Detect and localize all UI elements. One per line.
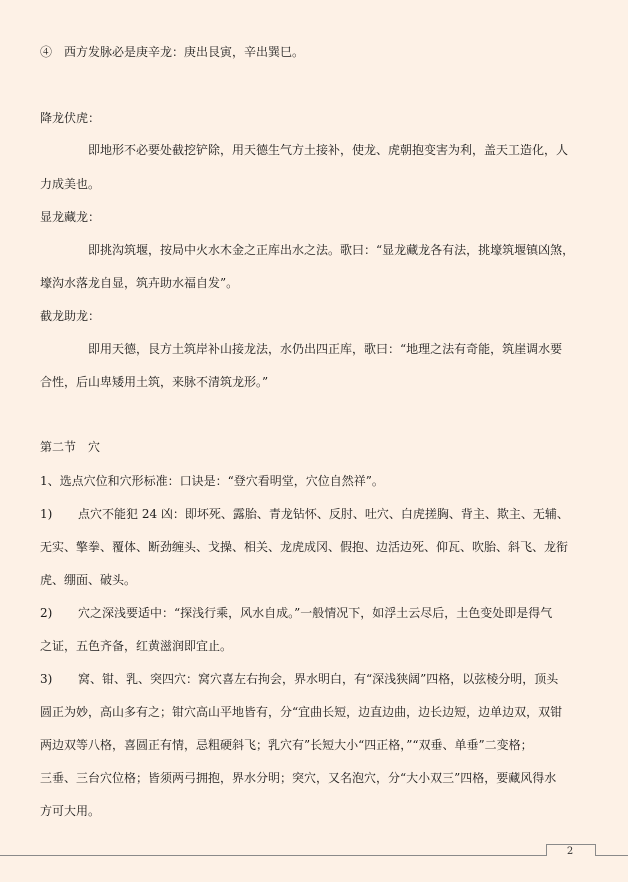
item-number: 3) bbox=[40, 672, 53, 686]
item-number: 1) bbox=[40, 507, 53, 521]
text-line: 方可大用。 bbox=[40, 804, 101, 818]
section-heading: 第二节 穴 bbox=[40, 440, 101, 454]
text-line: 1、选点穴位和穴形标准：口诀是：“登穴看明堂，穴位自然祥”。 bbox=[40, 474, 384, 488]
text-line: 之证，五色齐备，红黄滋润即宜止。 bbox=[40, 639, 233, 653]
text-line: 三垂、三台穴位格；皆须两弓拥抱，界水分明；突穴，又名泡穴，分“大小双三”四格，要藏风得水 bbox=[40, 771, 557, 785]
text-line: 两边双等八格，喜圆正有情，忌粗硬斜飞；乳穴有”长短大小“四正格，”“双垂、单垂”二变格； bbox=[40, 738, 533, 752]
page-number: 2 bbox=[566, 846, 574, 857]
item-text: 点穴不能犯 24 凶：即坏死、露胎、青龙钻怀、反肘、吐穴、白虎搓胸、背主、欺主、无辅、 bbox=[78, 507, 569, 521]
text-line: 圆正为妙，高山多有之；钳穴高山平地皆有，分“宜曲长短，边直边曲，边长边短，边单边双，双钳 bbox=[40, 705, 563, 719]
heading-cut-dragon: 截龙助龙： bbox=[40, 309, 101, 323]
text-line: 虎、绷面、破头。 bbox=[40, 573, 137, 587]
item-text: 穴之深浅要适中：“探浅行乘，风水自成。”一般情况下，如浮土云尽后，土色变处即是得气 bbox=[78, 606, 553, 620]
text-line: 即地形不必要处截挖铲除，用天德生气方土接补，使龙、虎朝抱变害为利，盖天工造化，人 bbox=[40, 143, 569, 157]
list-item-1 bbox=[40, 506, 596, 522]
footer-rule bbox=[0, 855, 628, 856]
text-line: 壕沟水落龙自显，筑卉助水福自发”。 bbox=[40, 276, 239, 290]
text-line: 即挑沟筑堰，按局中火水木金之正库出水之法。歌曰：“显龙藏龙各有法，挑壕筑堰镇凶煞， bbox=[40, 243, 575, 257]
item-text: 窝、钳、乳、突四穴：窝穴喜左右拘会，界水明白，有“深浅狭阔”四格，以弦棱分明，顶头 bbox=[78, 672, 559, 686]
heading-descend-dragon: 降龙伏虎： bbox=[40, 111, 101, 125]
text-line: 无实、擎拳、覆体、断劲缠头、戈操、相关、龙虎成冈、假抱、边活边死、仰瓦、吹胎、斜飞、龙衔 bbox=[40, 540, 569, 554]
list-item-2 bbox=[40, 605, 596, 621]
text-line: 即用天德，艮方土筑岸补山接龙法，水仍出四正库，歌曰：“地理之法有奇能，筑崖调水要 bbox=[40, 342, 563, 356]
text-line: 合性，后山卑矮用土筑，来脉不清筑龙形。” bbox=[40, 375, 269, 389]
text-line-west-dragon: ④ 西方发脉必是庚辛龙：庚出艮寅，辛出巽巳。 bbox=[40, 45, 305, 59]
text-line: 力成美也。 bbox=[40, 177, 101, 191]
list-item-3 bbox=[40, 671, 596, 687]
heading-show-dragon: 显龙藏龙： bbox=[40, 210, 101, 224]
item-number: 2) bbox=[40, 606, 53, 620]
